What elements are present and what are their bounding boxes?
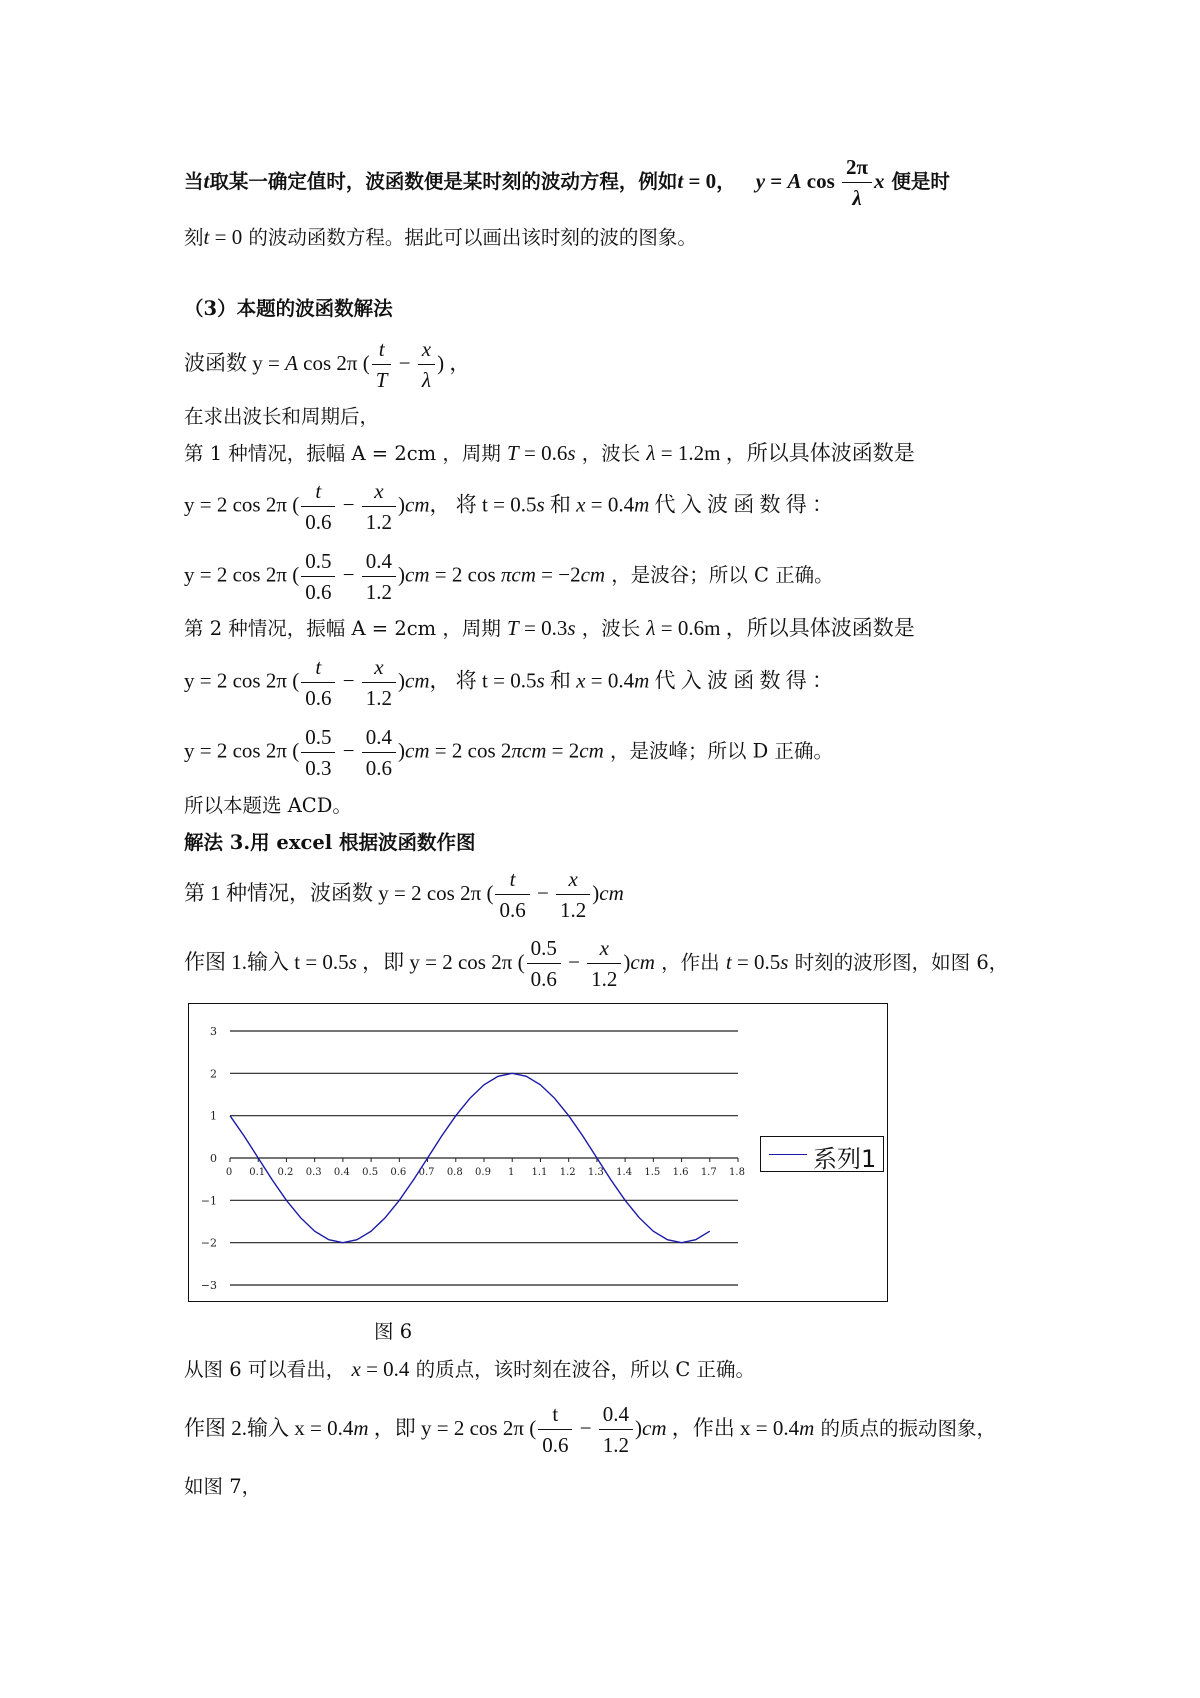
text: 的质点的振动图象， [814,1417,997,1440]
fraction-numerator: 0.5 [527,933,561,964]
unit-cm: cm [579,738,604,763]
y-tick-label: 0 [210,1152,217,1165]
fraction [587,933,621,994]
text: − [337,668,360,693]
fraction-numerator: x [556,864,590,895]
fraction-denominator: 0.6 [530,967,557,991]
text: y = 2 cos 2π ( [184,562,300,587]
fraction-numerator: x [587,933,621,964]
var-T: T [507,441,519,465]
text: ，即 y = 2 cos 2π ( [368,1416,537,1440]
text: = 0 [683,169,717,193]
fraction-numerator: 0.4 [362,546,396,577]
fraction [495,864,529,925]
x-tick-label: 1.2 [559,1167,576,1178]
unit-s: s [348,950,357,974]
fraction-numerator: 0.4 [599,1399,633,1430]
fraction-denominator: 1.2 [591,967,618,991]
unit-m: m [353,1416,369,1440]
text: 第 1 种情况，振幅 A = 2cm ，周期 [184,442,508,465]
text: = 2 [546,738,580,763]
var-lambda: λ [646,616,656,640]
paragraph-plot-2 [184,1399,996,1460]
x-tick-label: 0.7 [418,1167,435,1178]
text: ) ， [437,351,471,375]
fraction-denominator: 0.6 [305,686,332,710]
text: ) [398,492,406,517]
unit-cm: cm [405,668,430,693]
fraction-denominator: 1.2 [365,580,393,604]
x-tick-label: 0.9 [475,1167,491,1178]
unit-cm: cm [511,562,536,587]
text: = [765,169,788,193]
equation-case-1-result [184,546,834,607]
x-tick-label: 0.8 [446,1167,463,1178]
text: ) [398,668,406,693]
chart-legend [760,1136,884,1172]
fraction-numerator: t [372,334,392,365]
var-x: x [874,169,885,193]
var-t: t [725,950,732,974]
fraction [372,334,392,395]
unit-cm: cm [642,1416,667,1440]
fraction [362,722,396,783]
fraction [301,652,335,713]
fraction-denominator: 1.2 [365,686,393,710]
fraction-numerator: x [362,476,396,507]
x-tick-label: 0.4 [333,1167,350,1178]
y-tick-label: −3 [200,1279,217,1292]
fraction-numerator: t [538,1399,572,1430]
var-t: t [203,225,210,249]
x-tick-label: 1.7 [700,1167,717,1178]
fraction-denominator: λ [852,186,862,210]
text: − [531,881,555,905]
equation-case-2-result [184,722,833,783]
paragraph-figure-7-ref: 如图 7， [184,1475,262,1498]
x-tick-label: 0.2 [277,1167,294,1178]
text: 取某一确定值时，波函数便是某时刻的波动方程，例如 [209,170,678,193]
var-lambda: λ [646,441,656,465]
x-tick-label: 0.3 [305,1167,322,1178]
text: ，波长 [575,442,647,465]
fraction [301,476,335,537]
text: 第 2 种情况，振幅 A = 2cm ，周期 [184,617,508,640]
x-tick-label: 1.3 [587,1167,604,1178]
fraction [362,476,396,537]
fraction-numerator: x [362,652,396,683]
unit-cm: cm [405,562,430,587]
fraction-numerator: t [301,652,335,683]
text: 波函数 y = [184,351,286,375]
var-T: T [507,616,519,640]
text: y = 2 cos 2π ( [184,492,300,517]
text: 作图 1.输入 t = 0.5 [184,950,349,974]
text: = 0.4 [585,668,635,693]
paragraph-answer: 所以本题选 ACD。 [184,794,352,817]
fraction-denominator: λ [421,368,432,392]
paragraph-t0-wave [184,222,697,250]
text: 代 入 波 函 数 得 ： [649,492,833,517]
x-tick-label: 0.6 [390,1167,407,1178]
text: 当 [184,170,204,193]
text: = 0.4 [585,492,635,517]
var-A: A [285,351,298,375]
text: = 1.2m ，所以具体波函数是 [655,441,915,465]
y-tick-label: 1 [210,1109,217,1123]
text: ，即 y = 2 cos 2π ( [356,950,525,974]
x-tick-label: 1 [508,1167,515,1178]
text: ，是波谷；所以 C 正确。 [605,563,834,587]
text: ，波长 [575,617,647,640]
equation-case-2-function [184,652,833,713]
paragraph-plot-1 [184,933,1008,994]
fraction [538,1399,572,1460]
text: ， 将 t = 0.5 [429,492,537,517]
var-t: t [677,169,684,193]
text: y = 2 cos 2π ( [184,668,300,693]
x-tick-label: 1.6 [672,1167,689,1178]
text: − [393,351,416,375]
fraction [362,546,396,607]
x-tick-label: 1.1 [531,1167,548,1178]
unit-m: m [799,1416,815,1440]
text: y = 2 cos 2π ( [184,738,300,763]
text: = 0.6 [518,441,568,465]
text: − [337,562,360,587]
fraction [527,933,561,994]
text: = 0.6m ，所以具体波函数是 [655,616,915,640]
x-tick-label: 1.4 [616,1167,633,1178]
fraction-denominator: T [375,368,388,392]
fraction [599,1399,633,1460]
text: ，作出 x = 0.4 [666,1416,800,1440]
text: ) [623,950,631,974]
fraction [301,722,335,783]
fraction-numerator: 0.5 [301,722,335,753]
var-x: x [351,1357,361,1381]
text: − [562,950,586,974]
var-y: y [755,169,766,193]
legend-line-icon [769,1154,807,1155]
unit-cm: cm [405,492,430,517]
heading-method-3: 解法 3.用 excel 根据波函数作图 [184,831,476,854]
text: ) [398,738,406,763]
text: 和 [544,668,577,693]
y-tick-label: 3 [210,1025,217,1038]
fraction [418,334,435,395]
x-tick-label: 0.5 [362,1167,379,1178]
text: = 0.4 [360,1357,410,1381]
fraction-numerator: 0.4 [362,722,396,753]
var-t: t [203,169,210,193]
unit-cm: cm [630,950,655,974]
text: − [574,1416,597,1440]
unit-cm: cm [405,738,430,763]
text: 从图 6 可以看出， [184,1358,352,1381]
fraction-denominator: 0.6 [365,756,393,780]
y-tick-label: −2 [200,1236,217,1250]
fraction-denominator: 1.2 [560,898,587,922]
fraction-numerator: x [418,334,435,365]
unit-m: m [634,492,650,517]
var-x: x [576,492,586,517]
x-tick-label: 0 [225,1167,233,1178]
text: 代 入 波 函 数 得 ： [649,668,833,693]
paragraph-case-1 [184,437,915,467]
unit-s: s [536,492,545,517]
text: ) [592,881,600,905]
equation-case-1-function [184,476,833,537]
unit-cm: cm [580,562,606,587]
text: 第 1 种情况，波函数 y = 2 cos 2π ( [184,881,494,905]
paragraph-conclusion-figure-6 [184,1354,755,1382]
y-tick-label: −1 [200,1194,217,1208]
fraction [362,652,396,713]
text: cos [801,169,841,193]
text: 的波动函数方程。据此可以画出该时刻的波的图象。 [242,226,697,249]
heading-section-3: （3）本题的波函数解法 [184,297,393,320]
text: ， [716,170,736,193]
unit-cm: cm [521,738,547,763]
unit-s: s [567,616,576,640]
text: 作图 2.输入 x = 0.4 [184,1416,354,1440]
fraction-numerator: 0.5 [301,546,335,577]
text: ，作出 [654,951,726,974]
var-A: A [787,169,802,193]
unit-m: m [634,668,650,693]
text: ， 将 t = 0.5 [429,668,537,693]
unit-s: s [780,950,789,974]
var-pi: π [500,562,512,587]
fraction-denominator: 0.6 [305,580,332,604]
var-x: x [576,668,586,693]
text: 和 [544,492,577,517]
text: = 2 cos [429,562,501,587]
fraction-denominator: 0.6 [305,510,332,534]
text: = 2 cos 2 [429,738,512,763]
x-tick-label: 0.1 [249,1167,266,1178]
legend-label: 系列1 [813,1145,877,1173]
var-pi: π [511,738,522,763]
text: cos 2π ( [297,351,370,375]
figure-caption: 图 6 [374,1320,413,1343]
fraction [301,546,335,607]
paragraph-case-2 [184,612,915,642]
text: 的质点，该时刻在波谷，所以 C 正确。 [409,1358,755,1381]
text: 时刻的波形图，如图 6， [788,951,1009,974]
fraction-denominator: 0.3 [305,756,332,780]
y-tick-label: 2 [210,1067,217,1081]
text: − [337,492,360,517]
text: = −2 [535,562,581,587]
fraction-denominator: 1.2 [602,1433,630,1457]
text: ) [635,1416,643,1440]
fraction-2pi-over-lambda [842,152,872,213]
text: 便是时 [884,170,950,193]
fraction-denominator: 0.6 [542,1433,569,1457]
unit-s: s [536,668,545,693]
fraction-denominator: 1.2 [365,510,393,534]
unit-cm: cm [599,881,624,905]
paragraph-after-wavelength: 在求出波长和周期后， [184,405,380,428]
text: = 0.3 [518,616,568,640]
fraction-numerator: 2π [842,152,872,183]
x-tick-label: 1.5 [644,1167,661,1178]
text: ) [398,562,406,587]
text: − [337,738,360,763]
paragraph-case-1-wave-function [184,864,624,925]
x-tick-label: 1.8 [729,1167,745,1178]
fraction [556,864,590,925]
fraction-denominator: 0.6 [499,898,526,922]
fraction-numerator: t [495,864,529,895]
text: = 0 [209,225,243,249]
text: ，是波峰；所以 D 正确。 [603,739,833,763]
text: 刻 [184,226,204,249]
text: = 0.5 [731,950,781,974]
unit-s: s [567,441,576,465]
paragraph-wave-function [184,334,470,395]
fraction-numerator: t [301,476,335,507]
paragraph-wave-equation-intro [184,152,950,213]
